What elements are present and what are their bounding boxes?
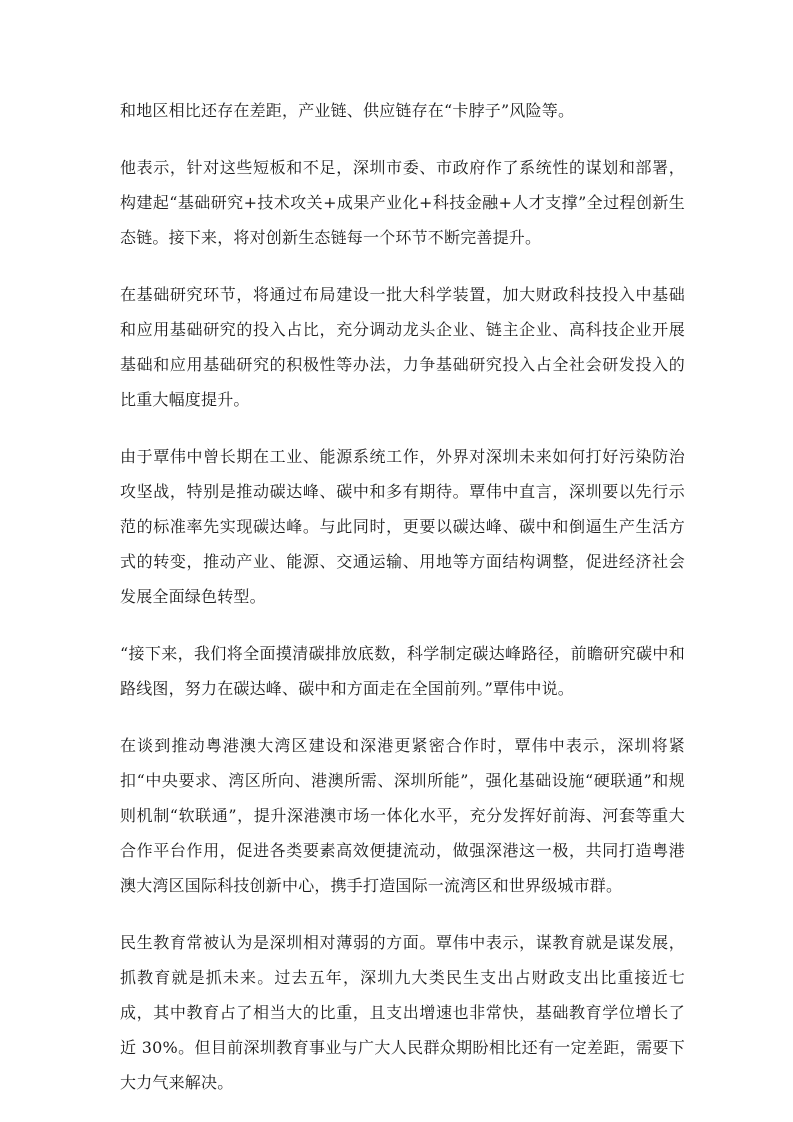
paragraph-2: 他表示，针对这些短板和不足，深圳市委、市政府作了系统性的谋划和部署，构建起“基础研究+技术攻关+成果产业化+科技金融+人才支撑”全过程创新生态链。接下来，将对创新生态链每一个环节不断完善提升。: [120, 158, 685, 247]
document-page: [120, 93, 685, 1122]
paragraph-4: 由于覃伟中曾长期在工业、能源系统工作，外界对深圳未来如何打好污染防治攻坚战，特别是推动碳达峰、碳中和多有期待。覃伟中直言，深圳要以先行示范的标准率先实现碳达峰。与此同时，更要以碳达峰、碳中和倒逼生产生活方式的转变，推动产业、能源、交通运输、用地等方面结构调整，促进经济社会发展全面绿色转型。: [120, 447, 685, 606]
paragraph-3: 在基础研究环节，将通过布局建设一批大科学装置，加大财政科技投入中基础和应用基础研究的投入占比，充分调动龙头企业、链主企业、高科技企业开展基础和应用基础研究的积极性等办法，力争基础研究投入占全社会研发投入的比重大幅度提升。: [120, 285, 685, 409]
paragraph-6: 在谈到推动粤港澳大湾区建设和深港更紧密合作时，覃伟中表示，深圳将紧扣“中央要求、湾区所向、港澳所需、深圳所能”，强化基础设施“硬联通”和规则机制“软联通”，提升深港澳市场一体化水平，充分发挥好前海、河套等重大合作平台作用，促进各类要素高效便捷流动，做强深港这一极，共同打造粤港澳大湾区国际科技创新中心，携手打造国际一流湾区和世界级城市群。: [120, 736, 685, 895]
paragraph-5: “接下来，我们将全面摸清碳排放底数，科学制定碳达峰路径，前瞻研究碳中和路线图，努力在碳达峰、碳中和方面走在全国前列。”覃伟中说。: [120, 644, 685, 698]
paragraph-1: 和地区相比还存在差距，产业链、供应链存在“卡脖子”风险等。: [120, 101, 575, 120]
paragraph-7: 民生教育常被认为是深圳相对薄弱的方面。覃伟中表示，谋教育就是谋发展，抓教育就是抓未来。过去五年，深圳九大类民生支出占财政支出比重接近七成，其中教育占了相当大的比重，且支出增速也非常快，基础教育学位增长了近 30%。但目前深圳教育事业与广大人民群众期盼相比还有一定差距，需要下大力气来解决。: [120, 933, 685, 1092]
